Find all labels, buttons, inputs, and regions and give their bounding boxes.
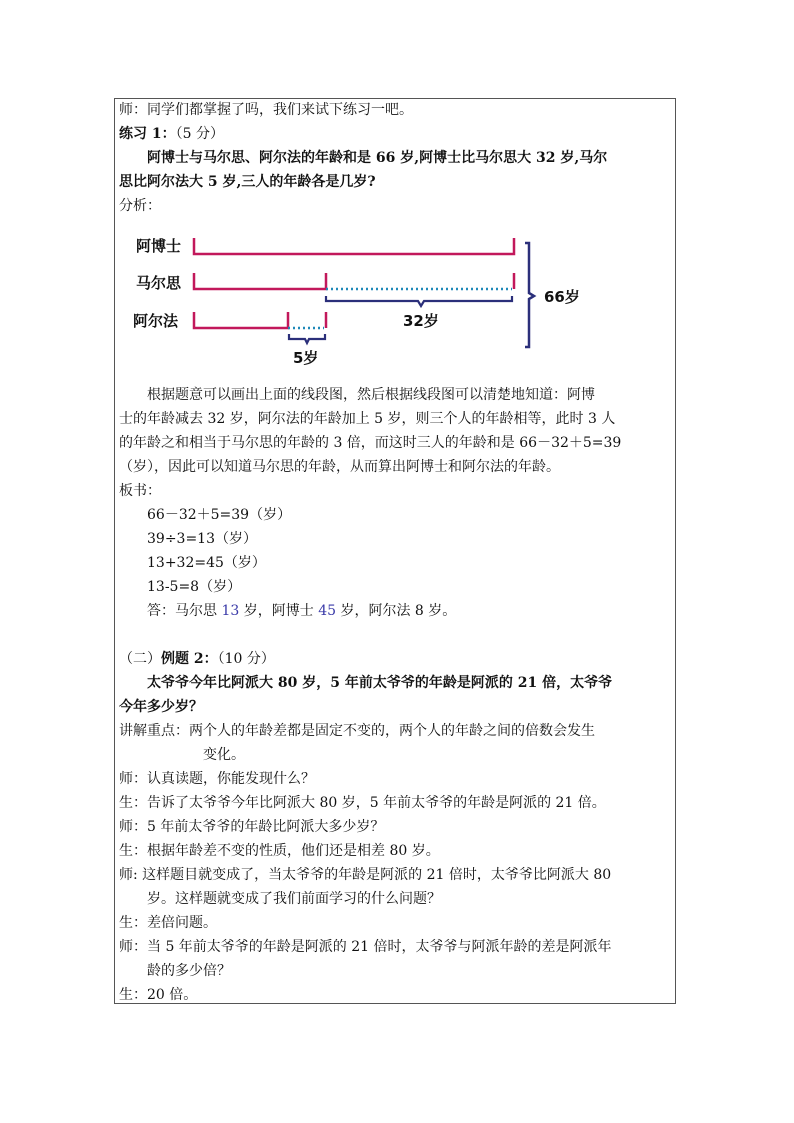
explanation-line2: 士的年龄减去 32 岁，阿尔法的年龄加上 5 岁，则三个人的年龄相等，此时 3 人 <box>119 411 616 427</box>
explanation-line3: 的年龄之和相当于马尔思的年龄的 3 倍，而这时三人的年龄和是 66－32＋5=39 <box>119 435 622 451</box>
dialogue-line-4: 生：根据年龄差不变的性质，他们还是相差 80 岁。 <box>119 843 440 859</box>
board-step-1: 66－32＋5=39（岁） <box>147 507 292 523</box>
answer-alpha-age: 8 <box>414 603 424 619</box>
dialogue-line-10: 生：20 倍。 <box>119 987 198 1003</box>
brace-5 <box>289 334 325 343</box>
dialogue-line-9: 龄的多少倍？ <box>147 963 231 979</box>
answer-mars-age: 13 <box>221 603 240 619</box>
label-32: 32岁 <box>403 312 439 330</box>
intro-line: 师：同学们都掌握了吗，我们来试下练习一吧。 <box>119 102 413 118</box>
label-mars: 马尔思 <box>136 274 182 292</box>
exercise1-problem-line1: 阿博士与马尔思、阿尔法的年龄和是 66 岁,阿博士比马尔思大 32 岁,马尔 <box>147 150 608 166</box>
board-step-3: 13+32=45（岁） <box>147 555 266 571</box>
dialogue-line-6: 岁。这样题就变成了我们前面学习的什么问题？ <box>147 891 441 907</box>
brace-32 <box>326 296 512 306</box>
label-total: 66岁 <box>544 288 580 306</box>
dialogue-line-2: 生：告诉了太爷爷今年比阿派大 80 岁，5 年前太爷爷的年龄是阿派的 21 倍。 <box>119 795 606 811</box>
line-segment-diagram <box>0 0 794 380</box>
exercise1-problem-line2: 思比阿尔法大 5 岁,三人的年龄各是几岁? <box>119 174 376 190</box>
key-point-line1: 讲解重点：两个人的年龄差都是固定不变的，两个人的年龄之间的倍数会发生 <box>119 723 595 739</box>
label-alpha: 阿尔法 <box>133 312 179 330</box>
explanation-line1: 根据题意可以画出上面的线段图，然后根据线段图可以清楚地知道：阿博 <box>147 387 595 403</box>
example2-heading-prefix: （二） <box>119 651 161 667</box>
dialogue-line-1: 师：认真读题，你能发现什么？ <box>119 771 315 787</box>
answer-mid1: 岁，阿博士 <box>239 603 319 619</box>
exercise1-points: （5 分） <box>175 126 224 142</box>
analysis-label: 分析： <box>119 198 161 214</box>
dialogue-line-3: 师：5 年前太爷爷的年龄比阿派大多少岁？ <box>119 819 385 835</box>
answer-mid2: 岁，阿尔法 <box>336 603 415 619</box>
board-step-4: 13-5=8（岁） <box>147 579 242 595</box>
example2-problem-line1: 太爷爷今年比阿派大 80 岁，5 年前太爷爷的年龄是阿派的 21 倍，太爷爷 <box>147 675 613 691</box>
label-5: 5岁 <box>293 349 319 367</box>
board-step-2: 39÷3=13（岁） <box>147 531 257 547</box>
label-abo: 阿博士 <box>136 237 182 255</box>
brace-total <box>525 243 534 347</box>
dialogue-line-7: 生：差倍问题。 <box>119 915 217 931</box>
key-point-line2: 变化。 <box>203 747 245 763</box>
example2-points: （10 分） <box>217 651 275 667</box>
bar-mars <box>194 273 326 289</box>
board-answer <box>147 601 456 621</box>
answer-abo-age: 45 <box>318 603 337 619</box>
exercise1-heading: 练习 1： <box>119 126 176 142</box>
explanation-line4: （岁），因此可以知道马尔思的年龄，从而算出阿博士和阿尔法的年龄。 <box>119 459 560 475</box>
board-label: 板书： <box>119 483 161 499</box>
dialogue-line-8: 师：当 5 年前太爷爷的年龄是阿派的 21 倍时，太爷爷与阿派年龄的差是阿派年 <box>119 939 612 955</box>
bar-alpha <box>194 312 288 328</box>
answer-prefix: 答：马尔思 <box>147 603 222 619</box>
example2-heading-line <box>119 649 275 669</box>
bar-abo <box>194 238 514 254</box>
example2-problem-line2: 今年多少岁？ <box>119 699 203 715</box>
example2-heading: 例题 2： <box>161 651 218 667</box>
answer-suffix: 岁。 <box>423 603 457 619</box>
dialogue-line-5: 师: 这样题目就变成了，当太爷爷的年龄是阿派的 21 倍时，太爷爷比阿派大 80 <box>119 867 612 883</box>
